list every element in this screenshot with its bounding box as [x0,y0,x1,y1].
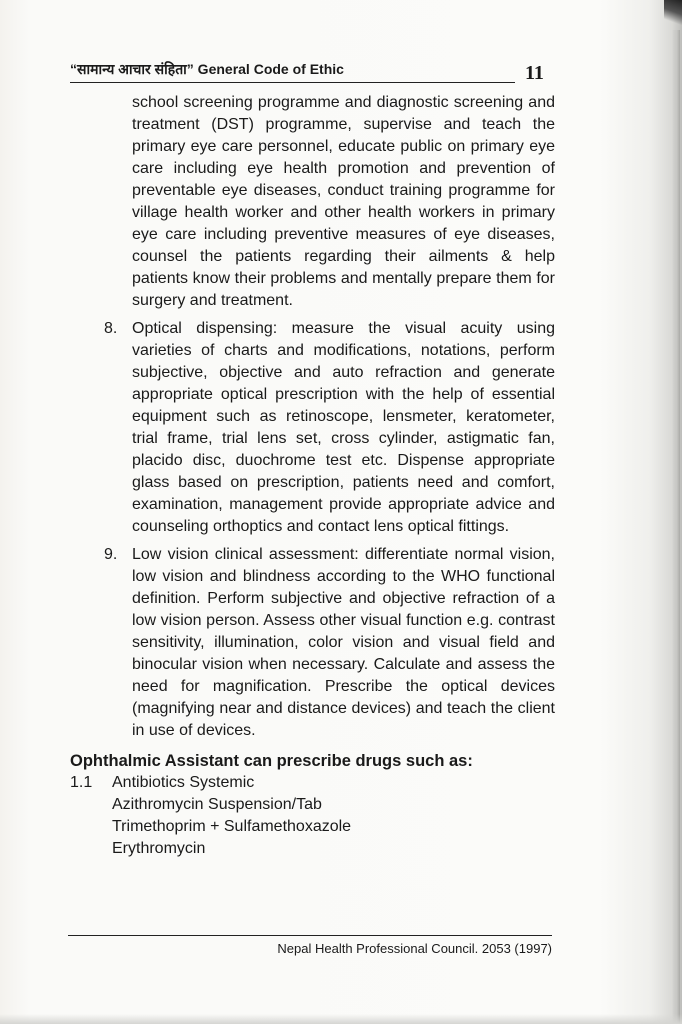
header-title: “सामान्य आचार संहिता” General Code of Ethic [70,61,344,77]
list-item-text: Optical dispensing: measure the visual acuity using varieties of charts and modifications, notations, perform subjective, objective and auto refraction and generate appropriate optical prescription with the help of essential equipment such as retinoscope, lensmeter, keratometer, trial frame, trial lens set, cross cylinder, astigmatic fan, placido disc, duochrome test etc. Dispense appropriate glass based on prescription, patients need and comfort, examination, management provide appropriate advice and counseling orthoptics and contact lens optical fittings. [132,320,555,535]
page-bottom-shadow [0,1014,682,1024]
continued-paragraph: school screening programme and diagnostic screening and treatment (DST) programme, supervise and teach the primary eye care personnel, educate public on primary eye care including eye health promotion and prevention of preventable eye diseases, conduct training programme for village health worker and other health workers in primary eye care including preventive measures of eye diseases, counsel the patients regarding their ailments & help patients know their problems and mentally prepare them for surgery and treatment. [132,94,555,309]
list-item-number: 9. [104,546,118,563]
page-body [70,92,555,860]
footer-rule [68,935,552,936]
drug-category-number: 1.1 [70,774,93,791]
list-item-8 [70,318,555,538]
drug-item: Erythromycin [112,840,206,857]
drug-category-row [70,772,555,794]
list-item-text: Low vision clinical assessment: differentiate normal vision, low vision and blindness according to the WHO functional definition. Perform subjective and objective refraction of a low vision person. Assess other visual function e.g. contrast sensitivity, illumination, color vision and visual field and binocular vision when necessary. Calculate and assess the need for magnification. Prescribe the optical devices (magnifying near and distance devices) and teach the client in use of devices. [132,546,555,739]
page-edge-shadow [672,30,680,1024]
drugs-heading: Ophthalmic Assistant can prescribe drugs such as: [70,752,473,770]
running-header [70,58,515,83]
page-corner-shadow [664,0,682,30]
page-number: 11 [525,62,544,84]
list-item-9 [70,544,555,742]
drug-item: Azithromycin Suspension/Tab [112,796,322,813]
list-item-number: 8. [104,320,118,337]
drug-category-label: Antibiotics Systemic [112,774,255,791]
drug-item: Trimethoprim + Sulfamethoxazole [112,818,352,835]
page-footer: Nepal Health Professional Council. 2053 (1997) [277,941,552,956]
